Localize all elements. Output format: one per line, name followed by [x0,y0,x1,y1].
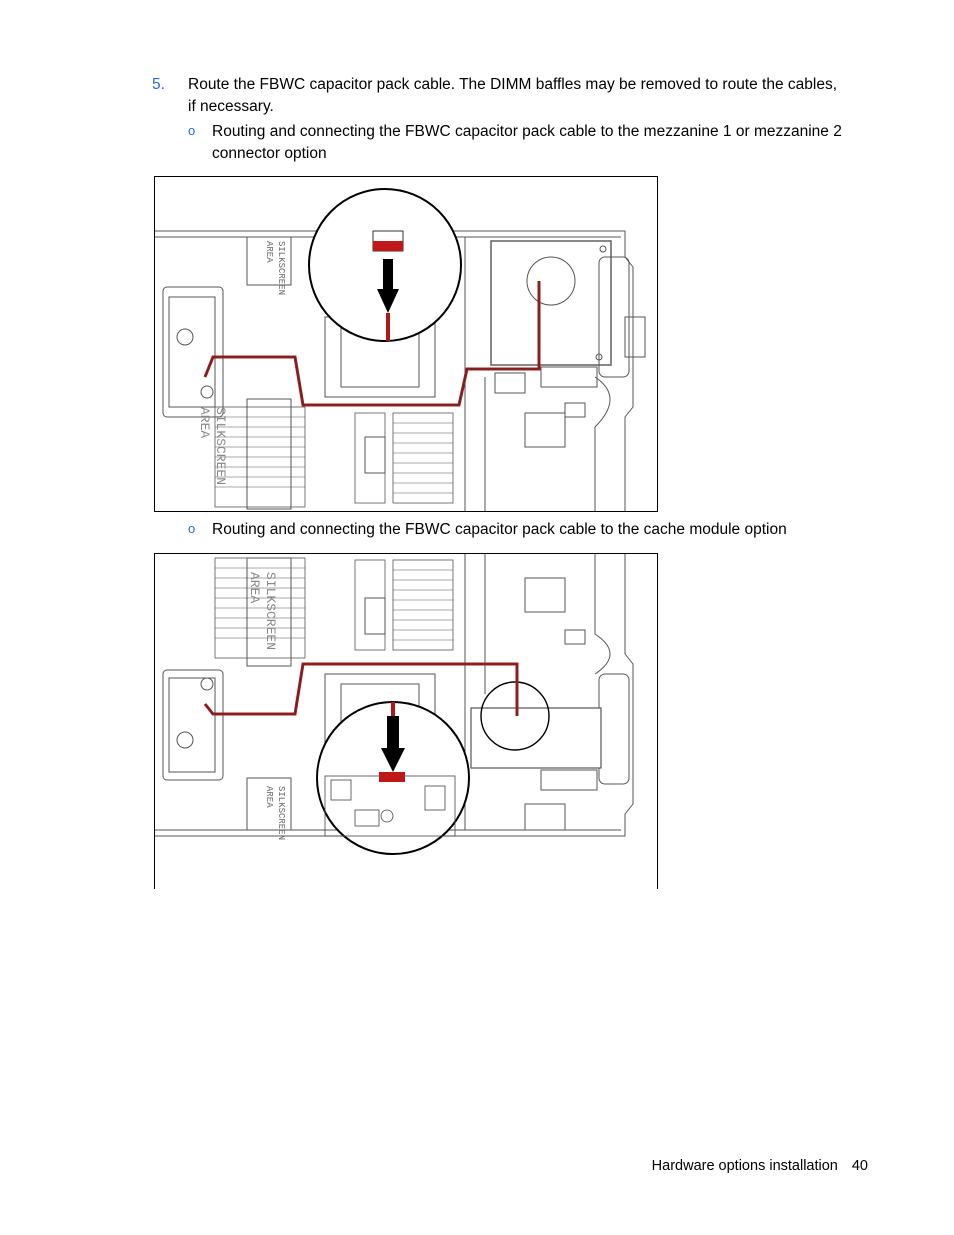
bullet-icon: o [188,521,196,536]
silkscreen-label-left: SILKSCREEN [263,572,278,651]
silkscreen-label-bottom: SILKSCREEN [276,786,286,841]
board-diagram-1 [155,177,658,512]
figure-mezzanine-cable-routing [154,176,658,512]
silkscreen-label-top-2: AREA [264,241,274,263]
silkscreen-label-bottom-2: AREA [264,786,274,808]
footer-section-title: Hardware options installation [651,1158,838,1174]
step-text: Route the FBWC capacitor pack cable. The DIMM baffles may be removed to route the cables, if necessary. [188,76,838,115]
substep-text: Routing and connecting the FBWC capacitor pack cable to the mezzanine 1 or mezzanine 2 connector option [212,123,842,162]
connector-icon [379,772,405,782]
step-number: 5. [152,76,165,93]
substep-text: Routing and connecting the FBWC capacitor pack cable to the cache module option [212,521,787,538]
bullet-icon: o [188,123,196,138]
silkscreen-label-left-2: AREA [197,407,212,439]
silkscreen-label-left-2: AREA [247,572,262,604]
silkscreen-label-left: SILKSCREEN [213,407,228,486]
connector-icon [373,241,403,251]
figure-cache-module-cable-routing [154,553,658,889]
silkscreen-label-top: SILKSCREEN [276,241,286,296]
page-footer [652,1158,868,1174]
page-number: 40 [851,1158,868,1174]
board-diagram-2 [155,554,658,889]
